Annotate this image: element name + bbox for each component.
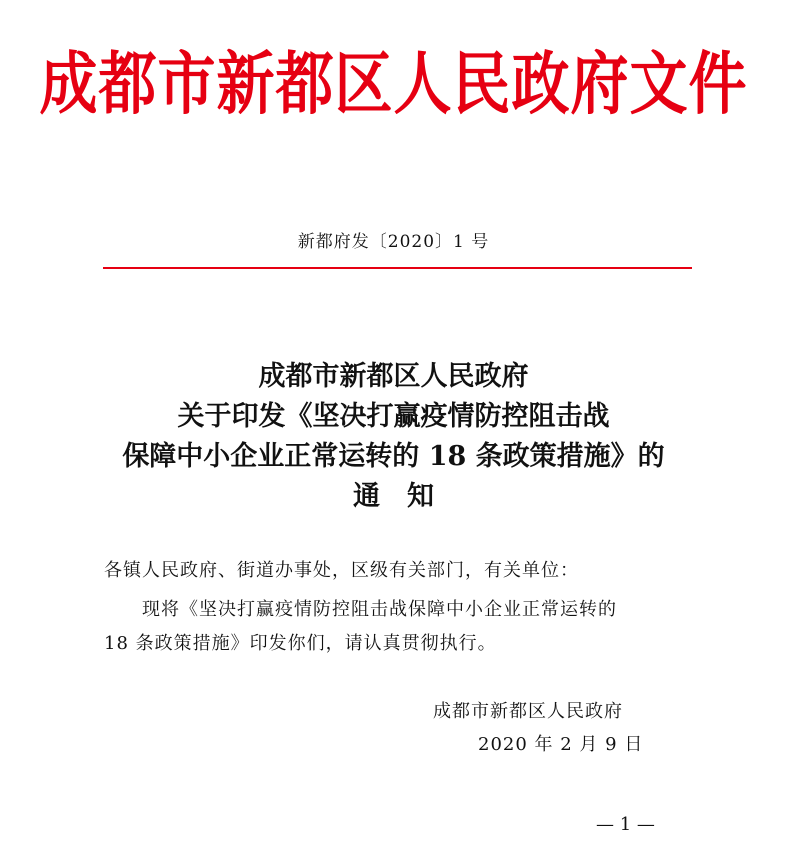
page-number: — 1 — <box>596 814 655 835</box>
issuer-signature: 成都市新都区人民政府 <box>433 701 623 722</box>
notice-heading-line: 成都市新都区人民政府 <box>258 361 529 392</box>
issue-date: 2020 年 2 月 9 日 <box>478 734 644 755</box>
document-number: 新都府发〔2020〕1 号 <box>297 232 490 252</box>
notice-heading-line: 通 知 <box>353 481 434 512</box>
document-header-title: 成都市新都区人民政府文件 <box>39 43 748 125</box>
notice-heading-line: 保障中小企业正常运转的 18 条政策措施》的 <box>122 441 665 472</box>
red-divider-line <box>103 267 692 269</box>
salutation: 各镇人民政府、街道办事处，区级有关部门，有关单位： <box>104 560 579 581</box>
body-paragraph <box>104 593 704 661</box>
notice-heading <box>0 357 787 517</box>
notice-heading-line: 关于印发《坚决打赢疫情防控阻击战 <box>177 401 610 432</box>
body-line: 18 条政策措施》印发你们，请认真贯彻执行。 <box>104 633 497 654</box>
body-line: 现将《坚决打赢疫情防控阻击战保障中小企业正常运转的 <box>142 599 617 620</box>
